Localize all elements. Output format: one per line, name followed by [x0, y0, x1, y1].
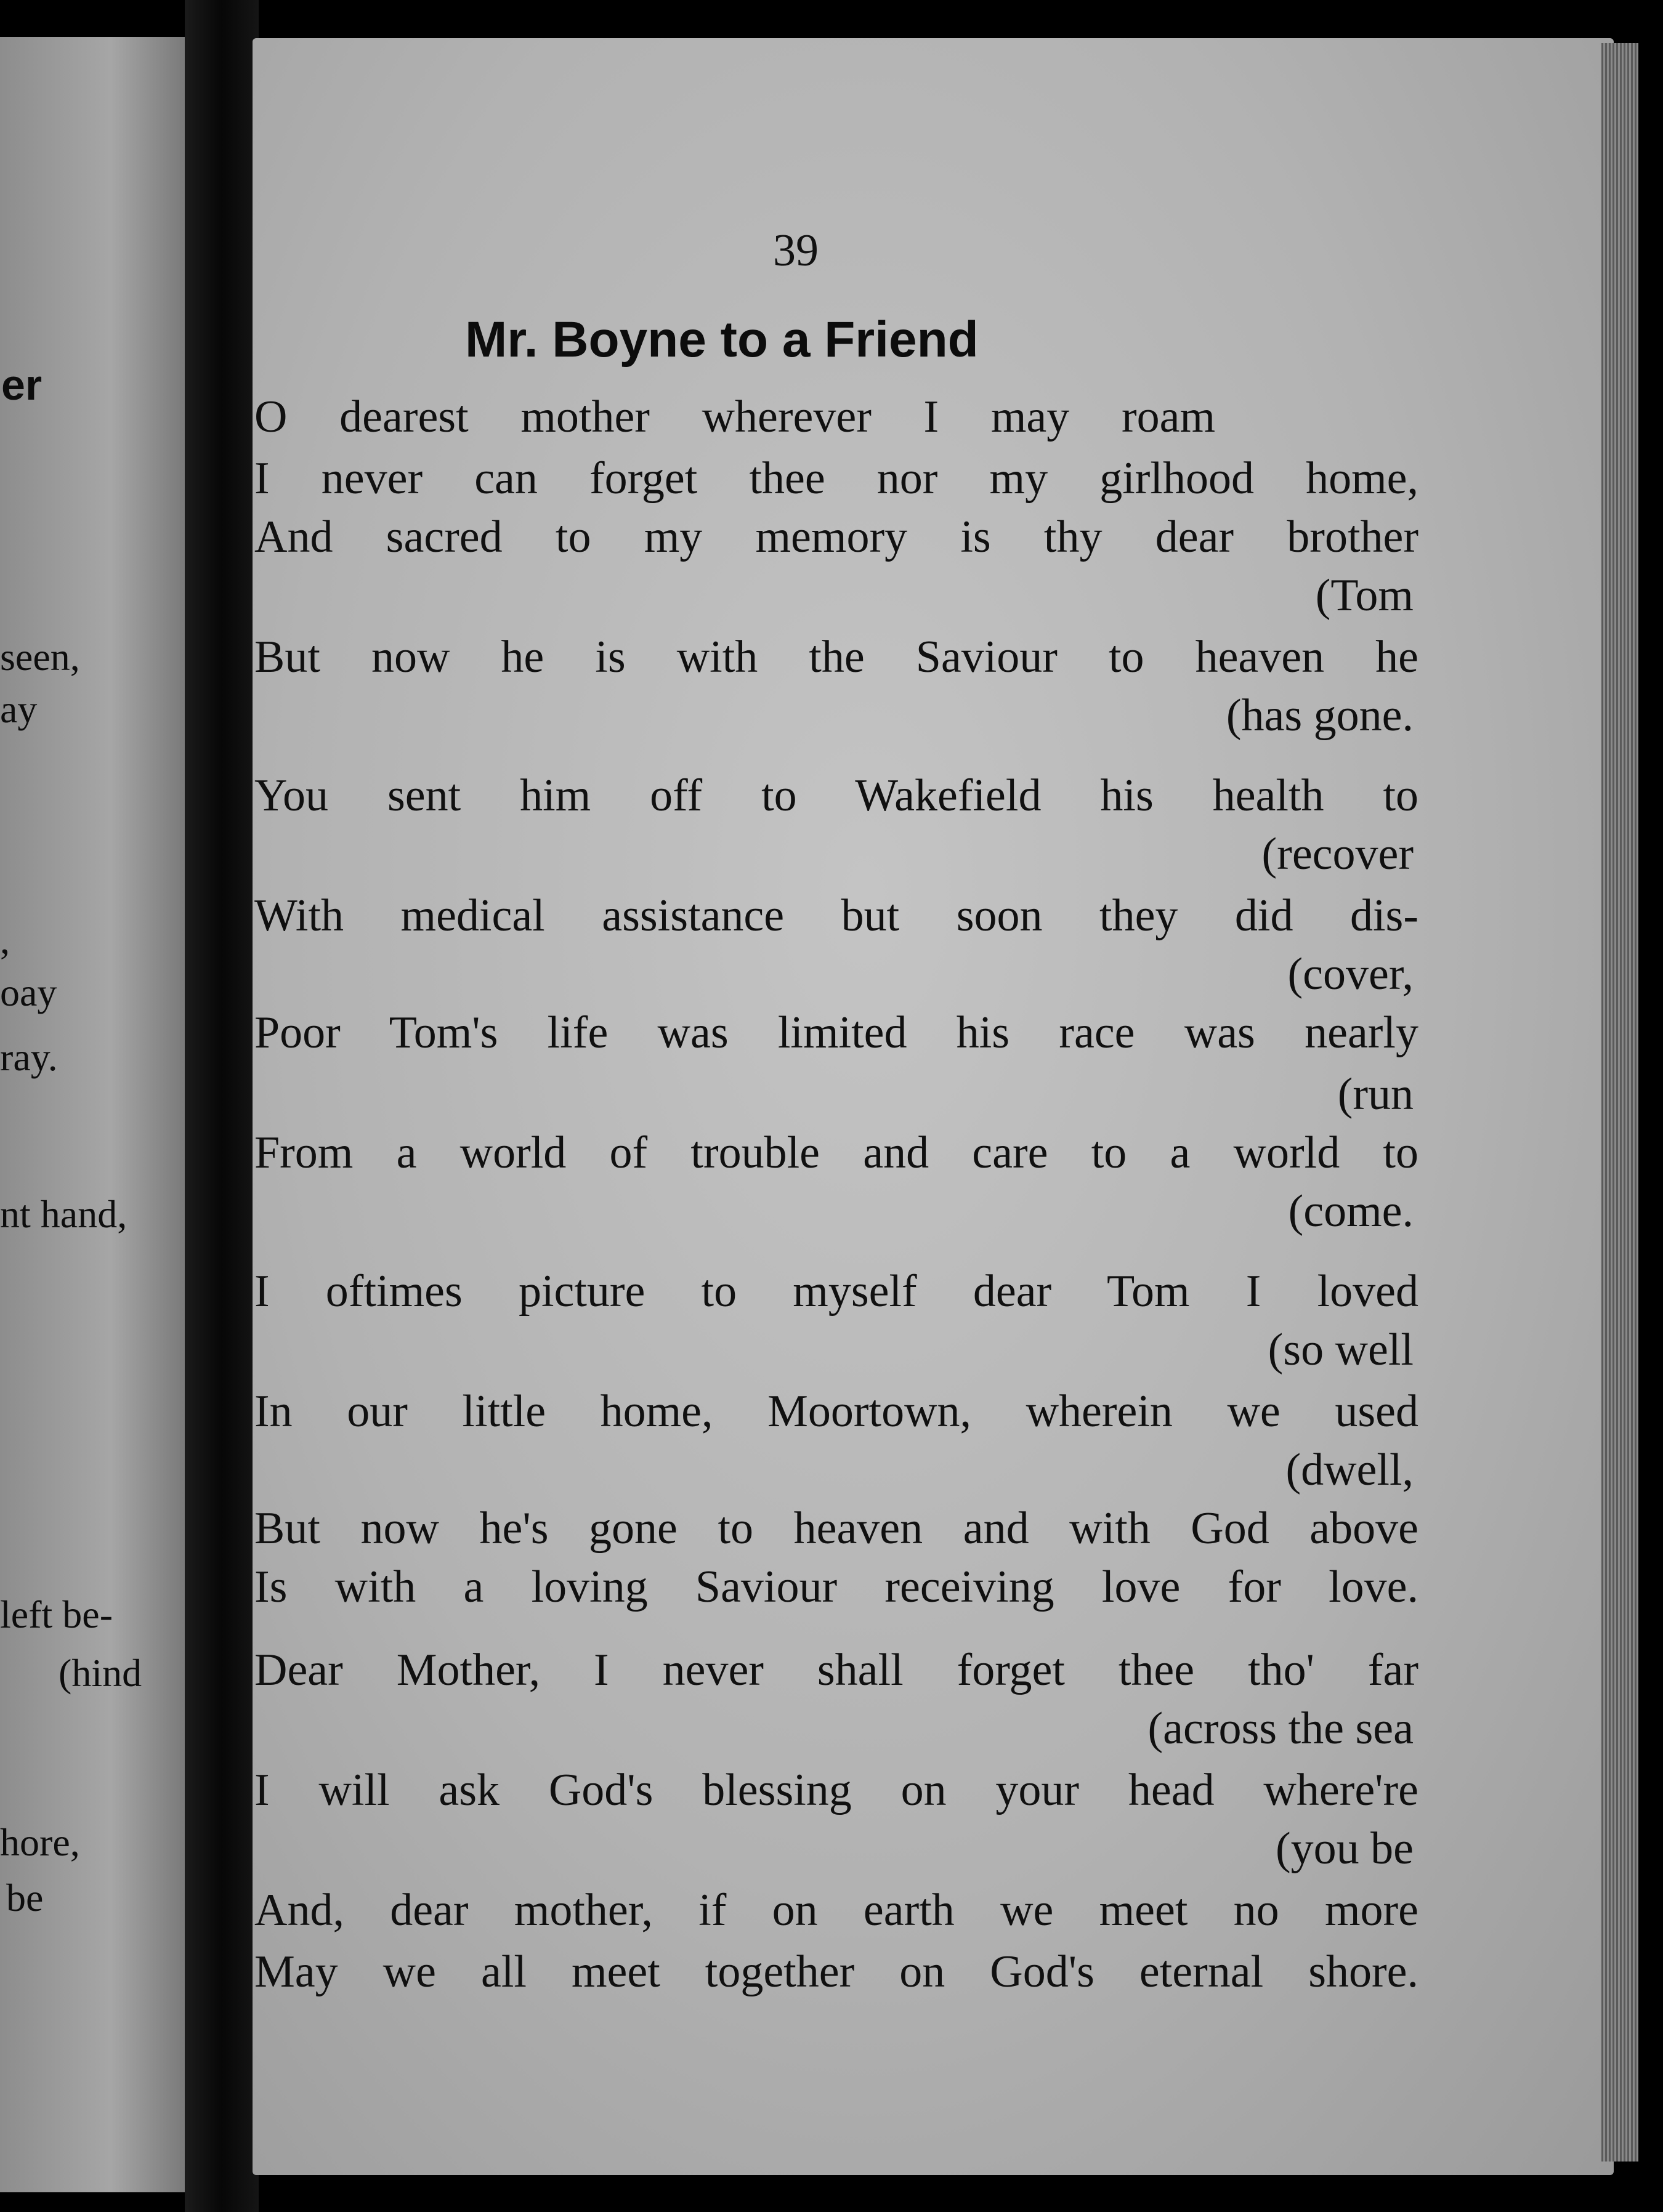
poem-line-continuation: (has gone. [1226, 690, 1414, 741]
poem-line: With medical assistance but soon they did dis- [254, 890, 1418, 941]
left-page-fragment: , [0, 918, 10, 962]
left-page-fragment: hore, [0, 1820, 80, 1864]
left-page [0, 37, 185, 2192]
poem-line: But now he is with the Saviour to heaven he [254, 632, 1418, 682]
poem-line-continuation: (run [1337, 1069, 1414, 1120]
left-page-fragment: (hind [59, 1651, 142, 1695]
poem-line: Poor Tom's life was limited his race was nearly [254, 1007, 1418, 1058]
poem-line: In our little home, Moortown, wherein we used [254, 1386, 1418, 1437]
poem-line: Dear Mother, I never shall forget thee tho' far [254, 1645, 1418, 1695]
left-page-fragment: oay [0, 971, 57, 1014]
poem-line-continuation: (across the sea [1147, 1703, 1414, 1754]
left-page-heading-fragment: er [1, 361, 42, 409]
poem-line-continuation: (cover, [1287, 949, 1414, 999]
left-page-fragment: ay [0, 687, 38, 731]
poem-line-continuation: (you be [1276, 1823, 1414, 1874]
left-page-fragment: seen, [0, 635, 80, 679]
poem-line-continuation: (dwell, [1285, 1445, 1414, 1495]
poem-line: You sent him off to Wakefield his health to [254, 770, 1418, 821]
left-page-fragment: left be- [0, 1592, 113, 1636]
left-page-fragment: nt hand, [0, 1192, 127, 1236]
poem-line: I oftimes picture to myself dear Tom I loved [254, 1266, 1418, 1317]
poem-line: O dearest mother wherever I may roam [254, 392, 1215, 442]
poem-line: I never can forget thee nor my girlhood home, [254, 453, 1418, 504]
poem-line-continuation: (recover [1261, 829, 1414, 879]
poem-line: Is with a loving Saviour receiving love for love. [254, 1562, 1418, 1612]
poem-line-continuation: (Tom [1315, 570, 1414, 621]
poem-title: Mr. Boyne to a Friend [465, 312, 979, 368]
left-page-fragment: be [6, 1876, 44, 1919]
poem-line: And, dear mother, if on earth we meet no more [254, 1885, 1418, 1936]
poem-line-continuation: (come. [1288, 1186, 1414, 1237]
poem-line-continuation: (so well [1268, 1325, 1414, 1375]
poem-line: But now he's gone to heaven and with God above [254, 1503, 1418, 1554]
book-gutter [185, 0, 259, 2212]
poem-line: I will ask God's blessing on your head where're [254, 1765, 1418, 1815]
page-number: 39 [773, 225, 819, 276]
page-edge [1601, 43, 1638, 2162]
poem-line: May we all meet together on God's eternal shore. [254, 1947, 1418, 1997]
left-page-fragment: ray. [0, 1035, 58, 1079]
poem-line: And sacred to my memory is thy dear brother [254, 512, 1418, 562]
poem-line: From a world of trouble and care to a world to [254, 1128, 1418, 1178]
